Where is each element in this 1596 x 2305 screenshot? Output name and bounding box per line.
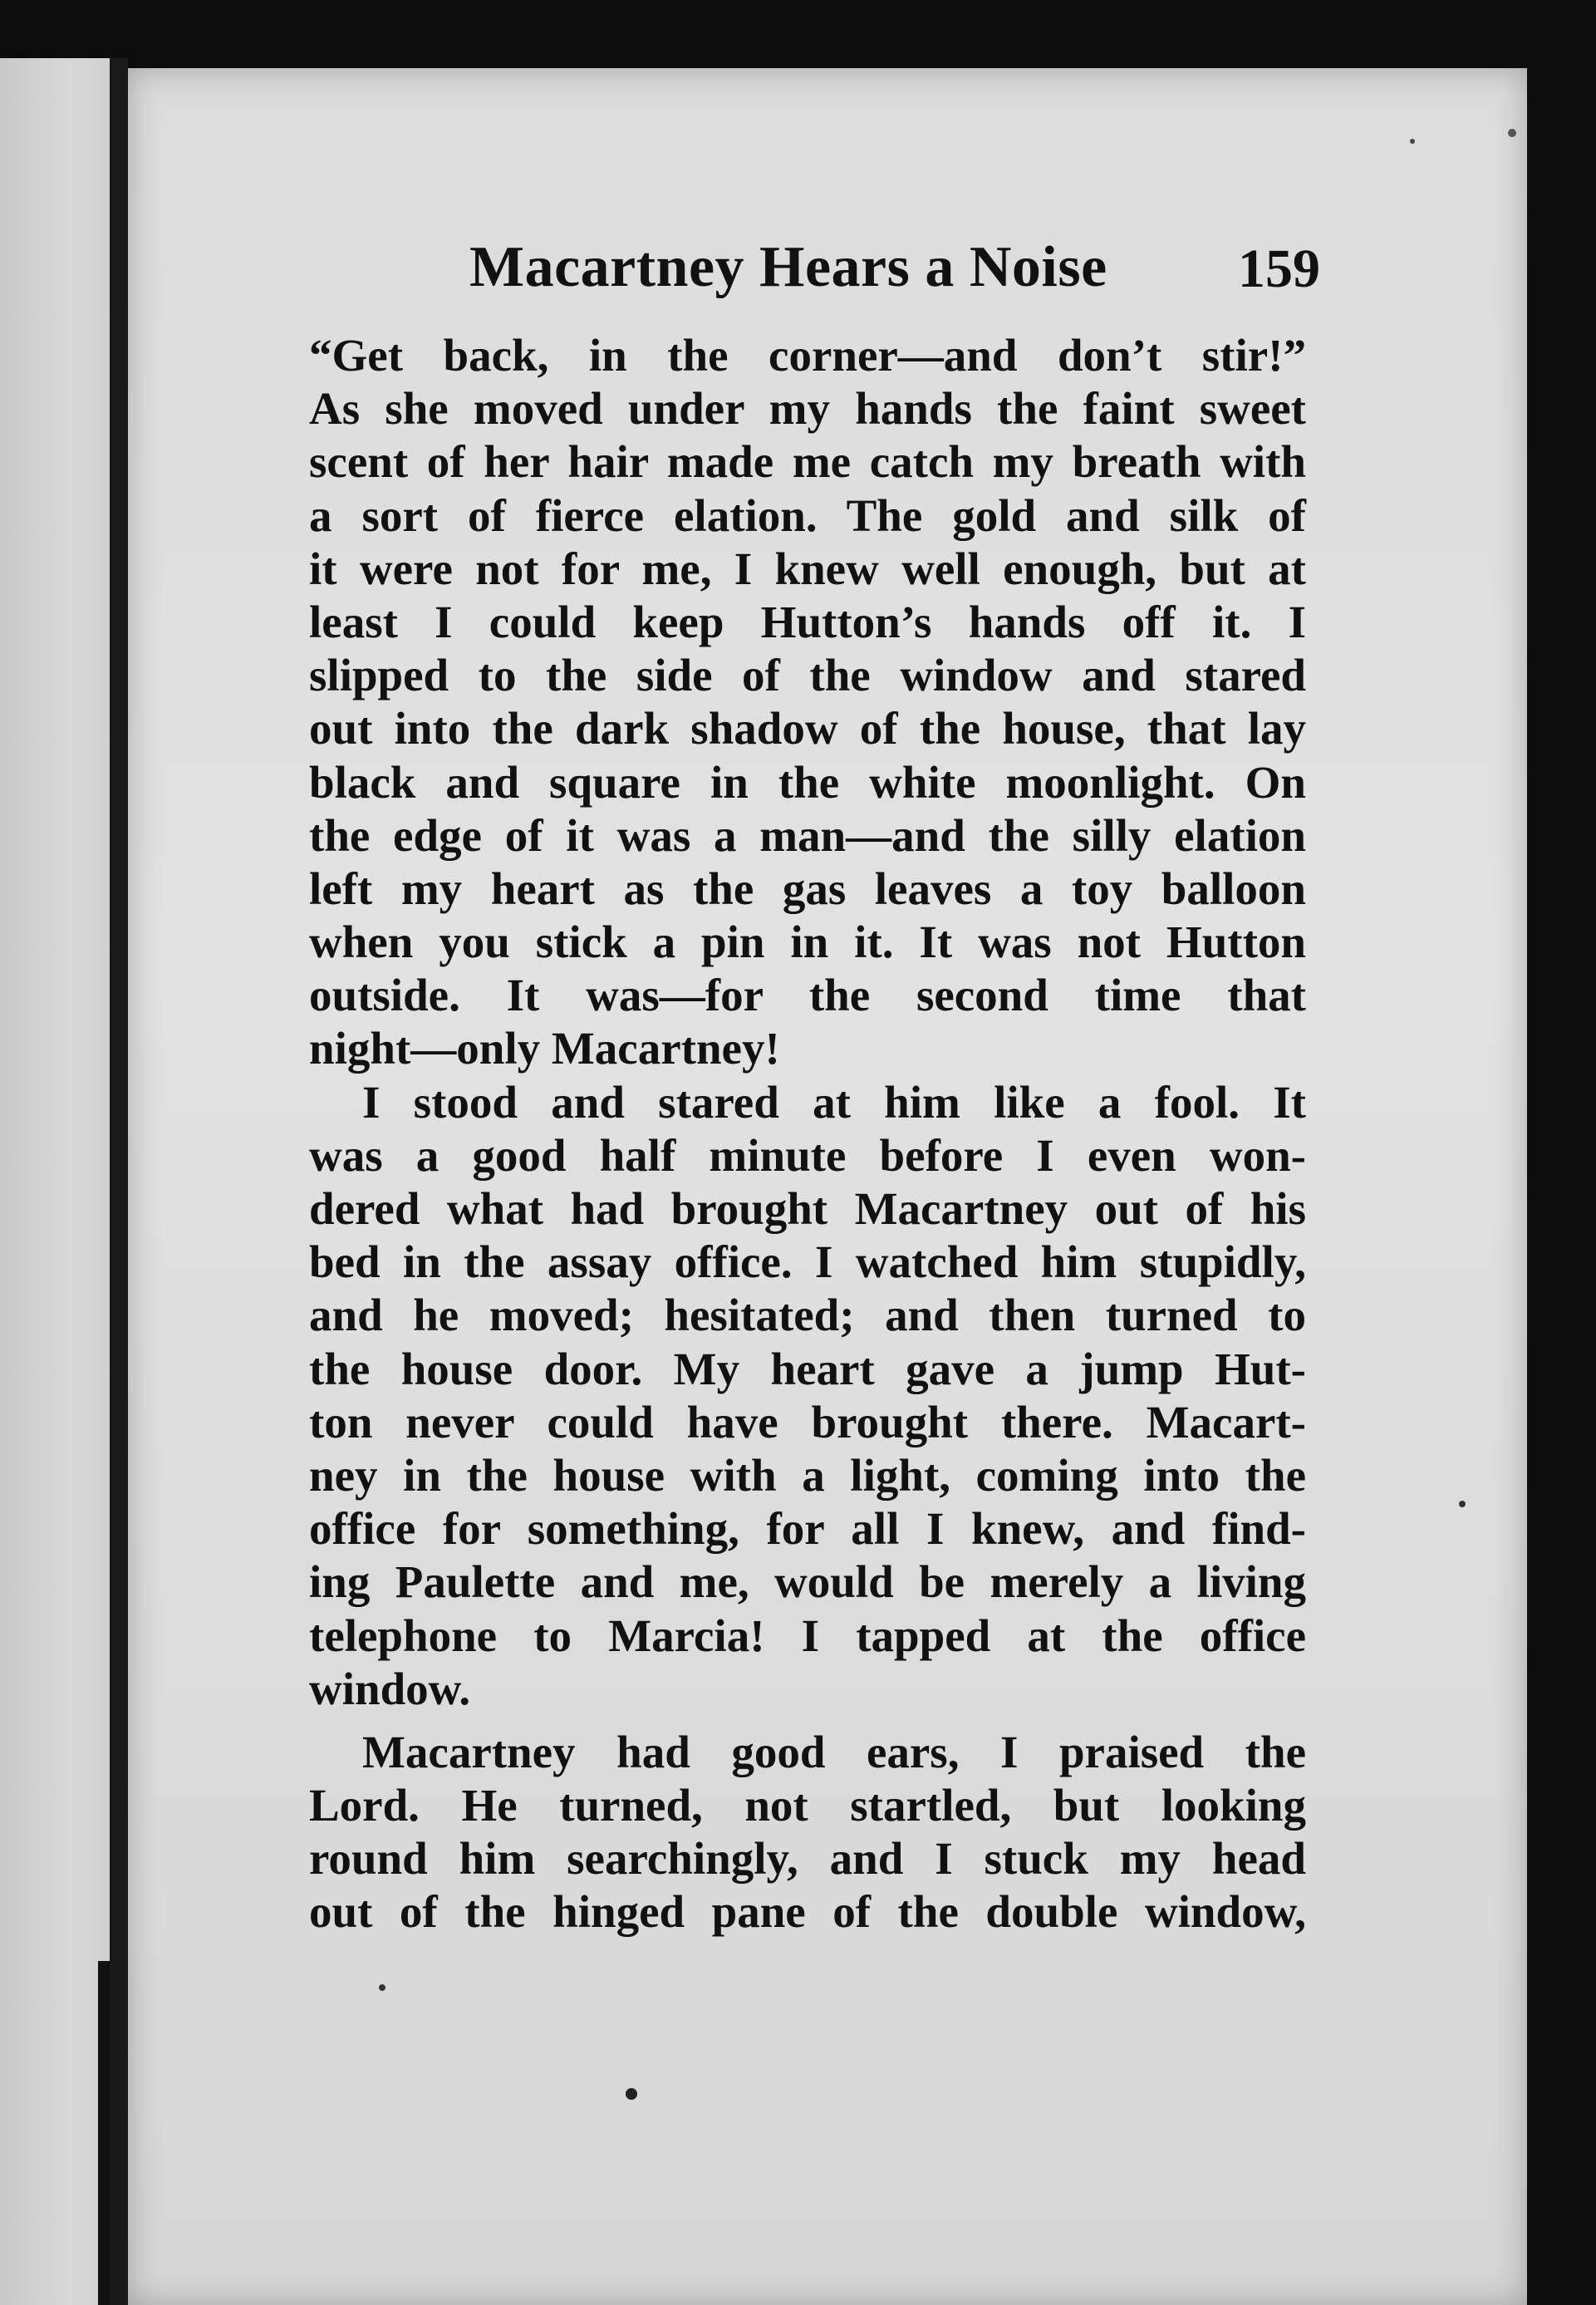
text-line: round him searchingly, and I stuck my head xyxy=(309,1833,1306,1885)
text-line: slipped to the side of the window and stared xyxy=(309,650,1306,701)
text-line: was a good half minute before I even won- xyxy=(309,1129,1306,1181)
text-line: bed in the assay office. I watched him stupidly, xyxy=(309,1236,1306,1288)
paragraph xyxy=(309,1726,1306,1939)
text-line: ton never could have brought there. Macart- xyxy=(309,1396,1306,1447)
text-line: “Get back, in the corner—and don’t stir!” xyxy=(309,330,1306,381)
text-line: out into the dark shadow of the house, that lay xyxy=(309,703,1306,754)
text-line: black and square in the white moonlight. On xyxy=(309,756,1306,808)
text-line: it were not for me, I knew well enough, but at xyxy=(309,543,1306,594)
text-line: the house door. My heart gave a jump Hut- xyxy=(309,1343,1306,1394)
text-line: Lord. He turned, not startled, but looking xyxy=(309,1780,1306,1831)
text-line: the edge of it was a man—and the silly elation xyxy=(309,809,1306,861)
running-head: Macartney Hears a Noise xyxy=(469,235,1107,299)
text-line: when you stick a pin in it. It was not Hutton xyxy=(309,917,1306,968)
text-line: window. xyxy=(309,1663,471,1714)
text-line: ing Paulette and me, would be merely a living xyxy=(309,1556,1306,1608)
body-text xyxy=(309,329,1306,1939)
text-line: left my heart as the gas leaves a toy balloon xyxy=(309,863,1306,914)
text-line: As she moved under my hands the faint sweet xyxy=(309,383,1306,435)
text-line: ney in the house with a light, coming into the xyxy=(309,1449,1306,1501)
text-line: least I could keep Hutton’s hands off it. I xyxy=(309,596,1306,647)
text-line: a sort of fierce elation. The gold and silk of xyxy=(309,489,1306,541)
text-line: dered what had brought Macartney out of his xyxy=(309,1183,1306,1234)
book-gutter xyxy=(110,58,128,2305)
facing-page-edge xyxy=(0,58,116,2305)
text-line: night—only Macartney! xyxy=(309,1023,780,1074)
text-line: telephone to Marcia! I tapped at the office xyxy=(309,1610,1306,1661)
text-line: outside. It was—for the second time that xyxy=(309,970,1306,1021)
text-line: I stood and stared at him like a fool. It xyxy=(362,1076,1306,1128)
paragraph xyxy=(309,1076,1306,1716)
text-line: office for something, for all I knew, and find- xyxy=(309,1503,1306,1555)
paragraph xyxy=(309,329,1306,1076)
scan-border xyxy=(1527,108,1596,2305)
text-line: and he moved; hesitated; and then turned to xyxy=(309,1290,1306,1341)
text-line: scent of her hair made me catch my breath with xyxy=(309,436,1306,488)
text-line: out of the hinged pane of the double window, xyxy=(309,1886,1306,1938)
text-line: Macartney had good ears, I praised the xyxy=(362,1726,1306,1777)
paragraph-spacer xyxy=(309,1716,1306,1726)
page-number: 159 xyxy=(1238,238,1320,299)
